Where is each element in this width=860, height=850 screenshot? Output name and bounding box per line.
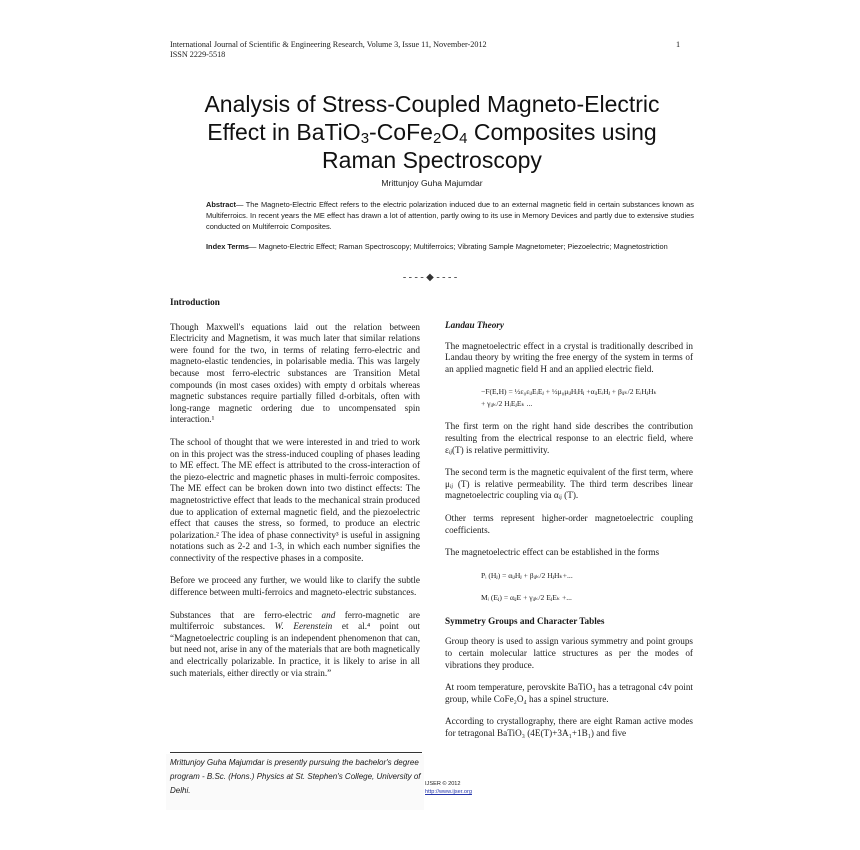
introduction-heading: Introduction xyxy=(170,297,220,307)
abstract-text: — The Magneto-Electric Effect refers to the electric polarization induced due to an external magnetic field in certain substances known as Multiferroics. In recent years the ME effect has drawn a lot of attention, partly owing to its use in Memory Devices and partly due to extensive studies conducted on Multiferroic Composites. xyxy=(206,200,694,231)
page-number: 1 xyxy=(676,40,681,49)
section-divider: - - - - ◆ - - - - xyxy=(402,272,458,283)
footer-copyright: IJSER © 2012 xyxy=(425,781,461,787)
intro-paragraph-2: The school of thought that we were interested in and tried to work on in this project was the stress-induced coupling of phases leading to ME effect. The ME effect is attributed to the cross-interaction of the piezo-electric and magnetic phases in multi-ferroic composites. The ME effect can be broken down into two distinct effects: The magnetostrictive effect that leads to the mechanical strain produced due to application of external magnetic field, and the piezoelectric effect that causes the stress, so formed, to produce an electric polarization.² The idea of phase connectivity³ is useful in assigning notations such as 2-2 and 1-3, in which each number signifies the connectivity of the respective phases in a composite. xyxy=(170,436,420,563)
journal-name: International Journal of Scientific & Engineering Research, Volume 3, Issue 11, November-2012 xyxy=(170,40,487,49)
index-terms xyxy=(206,241,694,252)
author-name: Mrittunjoy Guha Majumdar xyxy=(381,178,483,188)
intro-paragraph-1: Though Maxwell's equations laid out the relation between Electricity and Magnetism, it was much later that similar relations were found for the two, in terms of relating ferro-electric and magneto-elastic tendencies, in polarisable media. This was largely because most ferro-electric substances are Transition Metal compounds (in most cases oxides) with empty d orbitals whereas magnetic substances require partially filled d-orbitals, often with long-range magnetic ordering due to uncompensated spin interaction.¹ xyxy=(170,321,420,425)
footer-url-link[interactable]: http://www.ijser.org xyxy=(425,789,472,795)
landau-paragraph-1: The magnetoelectric effect in a crystal is traditionally described in Landau theory by writing the free energy of the system in terms of an applied magnetic field H and an applied electric field. xyxy=(445,340,693,374)
abstract-label: Abstract xyxy=(206,200,236,209)
journal-header xyxy=(170,40,487,60)
symmetry-paragraph-1: Group theory is used to assign various symmetry and point groups to certain molecular lattice structures as per the modes of vibrations they produce. xyxy=(445,636,693,670)
equation-line-1: −F(E,H) = ½ε₀εᵢⱼEᵢEⱼ + ½μ₀μᵢⱼHᵢHⱼ +αᵢⱼEᵢHⱼ + βᵢⱼₖ/2 EᵢHⱼHₖ xyxy=(481,387,657,397)
symmetry-paragraph-3: According to crystallography, there are eight Raman active modes for tetragonal BaTiO₃ (4E(T)+3A₁+1B₁) and five xyxy=(445,716,693,738)
magnetization-equation: Mᵢ (Eⱼ) = αᵢⱼE + γᵢⱼₖ/2 EⱼEₖ +... xyxy=(481,592,572,602)
symmetry-paragraph-2: At room temperature, perovskite BaTiO₃ has a tetragonal c4v point group, while CoFe₂O₄ has a spinel structure. xyxy=(445,682,693,704)
right-column xyxy=(445,320,693,750)
title-line-1: Analysis of Stress-Coupled Magneto-Electric xyxy=(204,91,660,117)
abstract xyxy=(206,199,694,232)
landau-paragraph-2: The first term on the right hand side describes the contribution resulting from the electrical response to an electric field, where εᵢⱼ(T) is relative permittivity. xyxy=(445,421,693,455)
landau-theory-heading: Landau Theory xyxy=(445,320,504,330)
intro-paragraph-4: Substances that are ferro-electric and ferro-magnetic are multiferroic substances. W. Eerenstein et al.⁴ point out “Magnetoelectric coupling is an independent phenomenon that can, but need not, arise in any of the materials that are both magnetically and electrically polarizable. In practice, it is likely to arise in all such materials, either directly or via strain.” xyxy=(170,609,420,678)
author-footnote: Mrittunjoy Guha Majumdar is presently pursuing the bachelor's degree program - B.Sc. (Hons.) Physics at St. Stephen's College, University of Delhi. xyxy=(170,752,422,798)
free-energy-equation xyxy=(481,386,693,410)
left-column xyxy=(170,297,420,690)
equation-line-2: + γᵢⱼₖ/2 HᵢEⱼEₖ ... xyxy=(481,399,533,409)
landau-paragraph-5: The magnetoelectric effect can be established in the forms xyxy=(445,547,660,558)
issn: ISSN 2229-5518 xyxy=(170,50,226,59)
polarization-equation: Pᵢ (Hⱼ) = αᵢⱼHⱼ + βᵢⱼₖ/2 HⱼHₖ+... xyxy=(481,570,573,580)
index-terms-label: Index Terms xyxy=(206,242,249,251)
title-line-2: Effect in $BaTiO_3-CoFe_2O_4$ Composites using xyxy=(207,119,657,147)
title-line-3: Raman Spectroscopy xyxy=(322,147,542,173)
landau-paragraph-4: Other terms represent higher-order magnetoelectric coupling coefficients. xyxy=(445,512,693,535)
paper-title xyxy=(150,90,714,174)
intro-paragraph-3: Before we proceed any further, we would like to clarify the subtle difference between multi-ferroics and magneto-electric substances. xyxy=(170,575,420,598)
index-terms-text: — Magneto-Electric Effect; Raman Spectroscopy; Multiferroics; Vibrating Sample Magnetometer; Piezoelectric; Magnetostriction xyxy=(249,242,668,251)
symmetry-groups-heading: Symmetry Groups and Character Tables xyxy=(445,615,605,626)
page-footer xyxy=(425,780,472,796)
landau-paragraph-3: The second term is the magnetic equivalent of the first term, where μᵢⱼ (T) is relative permeability. The third term describes linear magnetoelectric coupling via αᵢⱼ (T). xyxy=(445,467,693,501)
